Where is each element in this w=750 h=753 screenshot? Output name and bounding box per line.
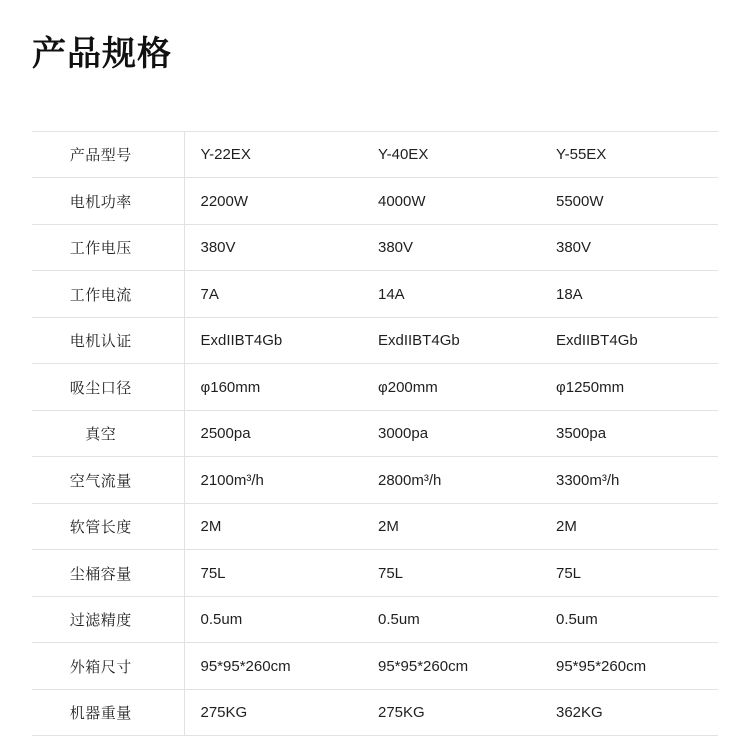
row-value-model-2: 14A <box>362 271 540 318</box>
row-label: 吸尘口径 <box>32 364 184 411</box>
row-value-model-1: 380V <box>184 224 362 271</box>
table-row <box>32 689 718 736</box>
row-value-model-2: 95*95*260cm <box>362 643 540 690</box>
specification-table-body <box>32 131 718 736</box>
row-value-model-2: 0.5um <box>362 596 540 643</box>
table-row <box>32 271 718 318</box>
row-value-model-2: 275KG <box>362 689 540 736</box>
row-value-model-3: 0.5um <box>540 596 718 643</box>
table-row <box>32 224 718 271</box>
table-row <box>32 364 718 411</box>
title-block <box>0 0 750 75</box>
row-value-model-2: Y-40EX <box>362 131 540 178</box>
row-label: 电机认证 <box>32 317 184 364</box>
table-row <box>32 178 718 225</box>
table-row <box>32 410 718 457</box>
table-row <box>32 131 718 178</box>
row-value-model-1: 95*95*260cm <box>184 643 362 690</box>
row-value-model-2: 75L <box>362 550 540 597</box>
row-value-model-1: 2200W <box>184 178 362 225</box>
row-value-model-1: 2500pa <box>184 410 362 457</box>
row-value-model-2: ExdIIBT4Gb <box>362 317 540 364</box>
row-label: 工作电压 <box>32 224 184 271</box>
row-value-model-2: 2M <box>362 503 540 550</box>
row-value-model-3: 75L <box>540 550 718 597</box>
row-value-model-1: φ160mm <box>184 364 362 411</box>
row-value-model-3: ExdIIBT4Gb <box>540 317 718 364</box>
row-value-model-1: 2M <box>184 503 362 550</box>
row-label: 工作电流 <box>32 271 184 318</box>
row-value-model-1: 75L <box>184 550 362 597</box>
row-value-model-3: φ1250mm <box>540 364 718 411</box>
row-value-model-1: 7A <box>184 271 362 318</box>
table-row <box>32 550 718 597</box>
row-value-model-3: 2M <box>540 503 718 550</box>
row-value-model-3: 362KG <box>540 689 718 736</box>
row-label: 尘桶容量 <box>32 550 184 597</box>
row-value-model-3: 5500W <box>540 178 718 225</box>
row-value-model-3: 95*95*260cm <box>540 643 718 690</box>
row-value-model-1: 0.5um <box>184 596 362 643</box>
row-label: 过滤精度 <box>32 596 184 643</box>
row-value-model-3: 18A <box>540 271 718 318</box>
row-label: 真空 <box>32 410 184 457</box>
row-value-model-2: 2800m³/h <box>362 457 540 504</box>
table-row <box>32 503 718 550</box>
row-label: 电机功率 <box>32 178 184 225</box>
row-value-model-2: 380V <box>362 224 540 271</box>
row-label: 机器重量 <box>32 689 184 736</box>
row-value-model-2: φ200mm <box>362 364 540 411</box>
row-value-model-3: 3500pa <box>540 410 718 457</box>
specification-table <box>32 131 718 737</box>
page-title: 产品规格 <box>32 35 172 73</box>
row-value-model-2: 3000pa <box>362 410 540 457</box>
row-value-model-1: ExdIIBT4Gb <box>184 317 362 364</box>
row-label: 外箱尺寸 <box>32 643 184 690</box>
row-label: 产品型号 <box>32 131 184 178</box>
table-row <box>32 317 718 364</box>
row-value-model-1: Y-22EX <box>184 131 362 178</box>
row-label: 空气流量 <box>32 457 184 504</box>
table-row <box>32 457 718 504</box>
table-row <box>32 643 718 690</box>
row-value-model-3: 3300m³/h <box>540 457 718 504</box>
row-value-model-2: 4000W <box>362 178 540 225</box>
row-value-model-3: 380V <box>540 224 718 271</box>
row-label: 软管长度 <box>32 503 184 550</box>
row-value-model-1: 2100m³/h <box>184 457 362 504</box>
row-value-model-1: 275KG <box>184 689 362 736</box>
row-value-model-3: Y-55EX <box>540 131 718 178</box>
table-row <box>32 596 718 643</box>
